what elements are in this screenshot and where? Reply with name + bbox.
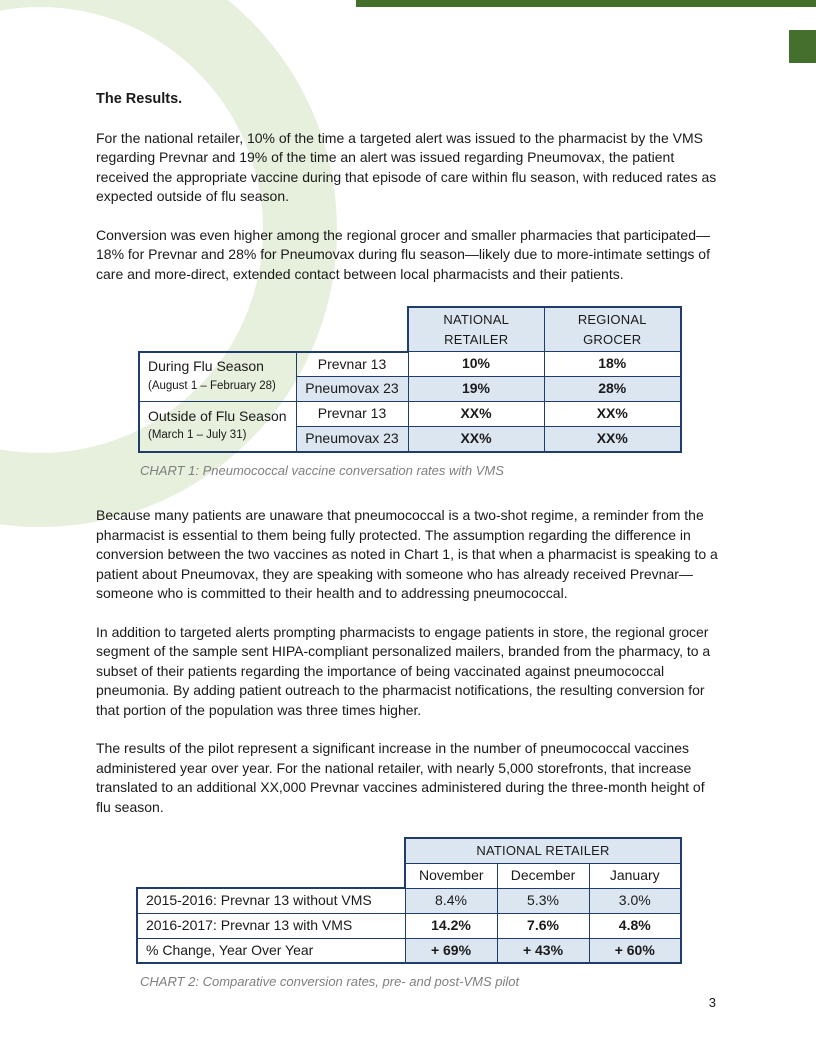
chart1-group-during-flu-season — [139, 352, 296, 402]
chart2-group-header-national: NATIONAL RETAILER — [405, 838, 681, 863]
regional-value-cell: 28% — [544, 377, 681, 402]
group-title: During Flu Season — [148, 358, 264, 375]
paragraph-1: For the national retailer, 10% of the time a targeted alert was issued to the pharmacist by the VMS regarding Prevnar and 19% of the time an alert was issued regarding Pneumovax, the patient received the appropriate vaccine during that episode of care within flu season, with reduced rates as expected outside of flu season. — [96, 129, 717, 204]
regional-value-cell: 18% — [544, 352, 681, 377]
chart1-header-row — [139, 307, 681, 352]
chart1-caption: CHART 1: Pneumococcal vaccine conversation rates with VMS — [140, 462, 504, 478]
month-header-december: December — [497, 863, 589, 888]
series-label-cell: 2015-2016: Prevnar 13 without VMS — [137, 888, 405, 913]
regional-value-cell: XX% — [544, 402, 681, 427]
regional-value-cell: XX% — [544, 427, 681, 452]
chart1-ghost-cell — [139, 307, 408, 352]
value-cell: + 43% — [497, 938, 589, 963]
value-cell: 7.6% — [497, 913, 589, 938]
chart1-col-header-regional: REGIONAL GROCER — [544, 307, 681, 352]
group-title: Outside of Flu Season — [148, 407, 287, 424]
chart2-month-header-row — [137, 863, 681, 888]
chart2-table — [136, 837, 682, 964]
series-label-cell: % Change, Year Over Year — [137, 938, 405, 963]
value-cell: + 60% — [589, 938, 681, 963]
value-cell: 14.2% — [405, 913, 497, 938]
paragraph-3: Because many patients are unaware that pneumococcal is a two-shot regime, a reminder from the pharmacist is essential to them being fully protected. The assumption regarding the difference in conversion between the two vaccines as noted in Chart 1, is that when a pharmacist is speaking to a patient about Pneumovax, they are speaking with someone who has already received Prevnar—someone who is committed to their health and to addressing pneumococcal. — [96, 507, 718, 601]
paragraph-4: In addition to targeted alerts prompting pharmacists to engage patients in store, the regional grocer segment of the sample sent HIPA-compliant personalized mailers, branded from the pharmacy, to a subset of their patients regarding the importance of being vaccinated against pneumococcal pneumonia. By adding patient outreach to the pharmacist notifications, the resulting conversion for that portion of the population was three times higher. — [96, 623, 711, 718]
section-heading: The Results. — [96, 91, 183, 107]
value-cell: 8.4% — [405, 888, 497, 913]
group-dates: (August 1 – February 28) — [148, 379, 276, 392]
value-cell: 5.3% — [497, 888, 589, 913]
value-cell: 3.0% — [589, 888, 681, 913]
month-header-january: January — [589, 863, 681, 888]
page-number: 3 — [708, 995, 716, 1010]
value-cell: 4.8% — [589, 913, 681, 938]
group-dates: (March 1 – July 31) — [148, 429, 247, 442]
paragraph-2: Conversion was even higher among the regional grocer and smaller pharmacies that participated—18% for Prevnar and 28% for Pneumovax during flu season—likely due to more-intimate settings of care and more-direct, extended contact between local pharmacists and their patients. — [96, 226, 710, 282]
chart1-col-header-national: NATIONAL RETAILER — [408, 307, 544, 352]
chart1-group-outside-flu-season — [139, 402, 296, 452]
chart2-ghost-cell — [137, 863, 405, 888]
national-value-cell: 19% — [408, 377, 544, 402]
vaccine-name-cell: Pneumovax 23 — [296, 377, 408, 402]
chart1-table — [138, 306, 682, 453]
vaccine-name-cell: Prevnar 13 — [296, 352, 408, 377]
chart2-row-with-vms — [137, 913, 681, 938]
chart1-row-prevnar-offseason — [139, 402, 681, 427]
vaccine-name-cell: Prevnar 13 — [296, 402, 408, 427]
chart2-caption: CHART 2: Comparative conversion rates, pre- and post-VMS pilot — [140, 974, 520, 989]
national-value-cell: XX% — [408, 402, 544, 427]
chart2-group-header-row — [137, 838, 681, 863]
vaccine-name-cell: Pneumovax 23 — [296, 427, 408, 452]
chart2-row-percent-change — [137, 938, 681, 963]
value-cell: + 69% — [405, 938, 497, 963]
chart2-ghost-cell — [137, 838, 405, 863]
paragraph-5: The results of the pilot represent a significant increase in the number of pneumococcal vaccines administered year over year. For the national retailer, with nearly 5,000 storefronts, that increase translated to an additional XX,000 Prevnar vaccines administered during the three-month height of flu season. — [96, 740, 705, 815]
series-label-cell: 2016-2017: Prevnar 13 with VMS — [137, 913, 405, 938]
month-header-november: November — [405, 863, 497, 888]
chart2-row-without-vms — [137, 888, 681, 913]
chart1-row-prevnar-flu — [139, 352, 681, 377]
national-value-cell: XX% — [408, 427, 544, 452]
national-value-cell: 10% — [408, 352, 544, 377]
